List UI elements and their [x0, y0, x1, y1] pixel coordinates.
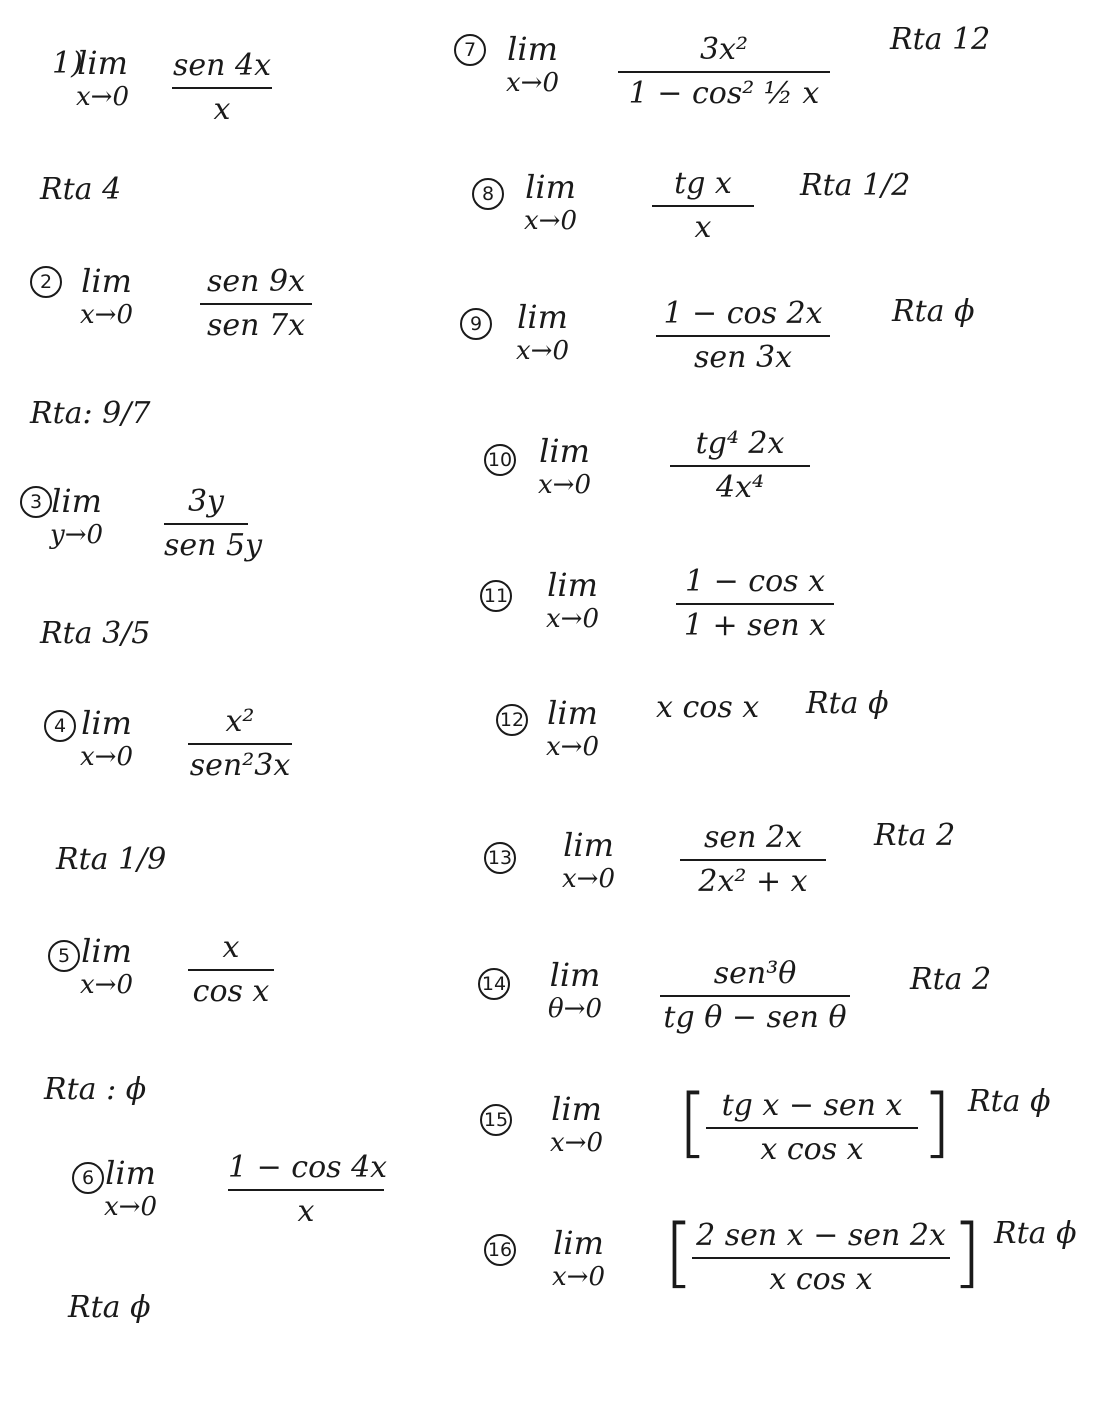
problem-number-circle: 16: [484, 1234, 516, 1266]
fraction: [188, 704, 292, 784]
problem-number-circle: 13: [484, 842, 516, 874]
answer: Rta 3/5: [40, 616, 151, 651]
denominator: cos x: [192, 974, 270, 1009]
lim-word: lim: [81, 262, 132, 300]
right-bracket: ]: [922, 1077, 952, 1166]
problem-number-circle: 14: [478, 968, 510, 1000]
limit-operator: [80, 704, 133, 772]
answer: Rta 12: [890, 22, 991, 57]
answer: Rta ϕ: [806, 686, 889, 721]
problem-number-circle: 4: [44, 710, 76, 742]
lim-word: lim: [105, 1154, 156, 1192]
limit-operator: [546, 694, 599, 762]
denominator: 4x⁴: [715, 470, 765, 505]
numerator: tg⁴ 2x: [695, 426, 785, 461]
fraction: [172, 48, 272, 128]
fraction: [228, 1150, 388, 1230]
numerator: tg x: [674, 166, 732, 201]
fraction: [676, 564, 834, 644]
answer: Rta ϕ: [968, 1084, 1051, 1119]
problem-number-circle: 8: [472, 178, 504, 210]
numerator: sen³θ: [713, 956, 797, 991]
limit-variable: x→0: [506, 68, 559, 98]
fraction: [164, 484, 263, 564]
limit-operator: [548, 956, 602, 1024]
limit-operator: [104, 1154, 157, 1222]
lim-word: lim: [81, 704, 132, 742]
answer: Rta ϕ: [994, 1216, 1077, 1251]
limit-operator: [76, 44, 129, 112]
denominator: sen 5y: [164, 528, 263, 563]
denominator: tg θ − sen θ: [663, 1000, 847, 1035]
answer: Rta 2: [874, 818, 956, 853]
expression: x cos x: [656, 690, 760, 725]
numerator: tg x − sen x: [721, 1088, 903, 1123]
lim-word: lim: [547, 566, 598, 604]
problem-number-circle: 3: [20, 486, 52, 518]
limit-variable: x→0: [80, 300, 133, 330]
lim-word: lim: [525, 168, 576, 206]
lim-word: lim: [553, 1224, 604, 1262]
answer: Rta 2: [910, 962, 992, 997]
denominator: sen²3x: [189, 748, 291, 783]
denominator: x: [297, 1194, 315, 1229]
fraction: [188, 930, 274, 1010]
denominator: sen 7x: [206, 308, 305, 343]
limit-variable: x→0: [546, 732, 599, 762]
limit-variable: x→0: [104, 1192, 157, 1222]
lim-word: lim: [81, 932, 132, 970]
denominator: x cos x: [760, 1132, 864, 1167]
limit-variable: x→0: [552, 1262, 605, 1292]
problem-number-circle: 11: [480, 580, 512, 612]
answer: Rta 1/2: [800, 168, 911, 203]
limit-operator: [80, 932, 133, 1000]
denominator: x: [694, 210, 712, 245]
fraction: [200, 264, 312, 344]
fraction: [692, 1218, 950, 1298]
numerator: x²: [225, 704, 255, 739]
fraction: [618, 32, 830, 112]
answer: Rta 4: [40, 172, 122, 207]
left-bracket: [: [678, 1077, 708, 1166]
lim-word: lim: [51, 482, 102, 520]
problem-number-circle: 12: [496, 704, 528, 736]
numerator: sen 9x: [206, 264, 305, 299]
lim-word: lim: [507, 30, 558, 68]
limit-operator: [524, 168, 577, 236]
limit-variable: x→0: [562, 864, 615, 894]
limit-variable: x→0: [516, 336, 569, 366]
answer: Rta : ϕ: [44, 1072, 147, 1107]
numerator: 2 sen x − sen 2x: [696, 1218, 946, 1253]
limit-operator: [50, 482, 103, 550]
fraction: [660, 956, 850, 1036]
fraction: [652, 166, 754, 246]
numerator: 1 − cos x: [684, 564, 825, 599]
problem-number: 1): [52, 46, 83, 81]
fraction: [680, 820, 826, 900]
limit-variable: x→0: [76, 82, 129, 112]
limit-operator: [538, 432, 591, 500]
answer: Rta 1/9: [56, 842, 167, 877]
problem-number-circle: 2: [30, 266, 62, 298]
numerator: 3y: [187, 484, 225, 519]
problem-number-circle: 5: [48, 940, 80, 972]
answer: Rta ϕ: [68, 1290, 151, 1325]
limit-operator: [562, 826, 615, 894]
lim-word: lim: [549, 956, 601, 994]
limit-variable: y→0: [50, 520, 104, 550]
limit-operator: [552, 1224, 605, 1292]
denominator: x: [213, 92, 231, 127]
limit-variable: x→0: [80, 742, 133, 772]
limit-operator: [550, 1090, 603, 1158]
numerator: 1 − cos 2x: [663, 296, 823, 331]
limit-variable: x→0: [546, 604, 599, 634]
answer: Rta: 9/7: [30, 396, 151, 431]
right-bracket: ]: [952, 1207, 982, 1296]
limit-operator: [506, 30, 559, 98]
lim-word: lim: [539, 432, 590, 470]
limit-variable: x→0: [538, 470, 591, 500]
denominator: 1 + sen x: [683, 608, 827, 643]
numerator: sen 4x: [172, 48, 271, 83]
fraction: [706, 1088, 918, 1168]
problem-number-circle: 9: [460, 308, 492, 340]
fraction: [656, 296, 830, 376]
lim-word: lim: [77, 44, 128, 82]
limit-operator: [80, 262, 133, 330]
limit-operator: [546, 566, 599, 634]
limit-variable: θ→0: [548, 994, 602, 1024]
denominator: sen 3x: [693, 340, 792, 375]
denominator: 2x² + x: [698, 864, 808, 899]
numerator: 1 − cos 4x: [228, 1150, 388, 1185]
problem-number-circle: 6: [72, 1162, 104, 1194]
denominator: 1 − cos² ½ x: [628, 76, 820, 111]
problem-number-circle: 15: [480, 1104, 512, 1136]
limit-operator: [516, 298, 569, 366]
numerator: 3x²: [699, 32, 749, 67]
lim-word: lim: [551, 1090, 602, 1128]
numerator: x: [222, 930, 240, 965]
limit-variable: x→0: [80, 970, 133, 1000]
answer: Rta ϕ: [892, 294, 975, 329]
fraction: [670, 426, 810, 506]
lim-word: lim: [547, 694, 598, 732]
left-bracket: [: [664, 1207, 694, 1296]
limit-variable: x→0: [550, 1128, 603, 1158]
problem-number-circle: 10: [484, 444, 516, 476]
denominator: x cos x: [769, 1262, 873, 1297]
limit-variable: x→0: [524, 206, 577, 236]
problem-number-circle: 7: [454, 34, 486, 66]
lim-word: lim: [517, 298, 568, 336]
numerator: sen 2x: [703, 820, 802, 855]
lim-word: lim: [563, 826, 614, 864]
